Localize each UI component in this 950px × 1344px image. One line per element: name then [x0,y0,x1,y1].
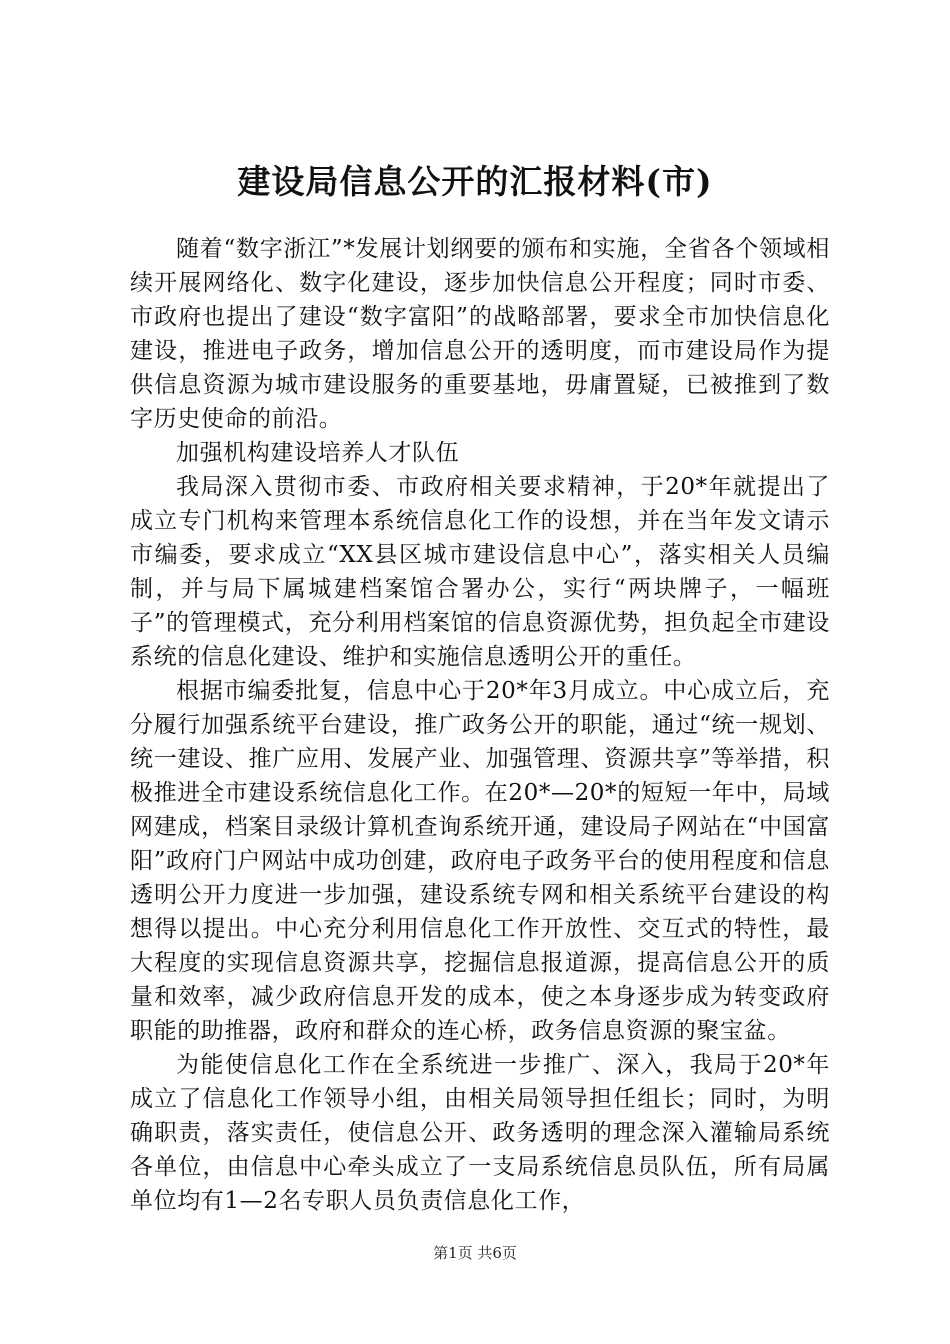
page-footer: 第1页 共6页 [433,1244,517,1262]
paragraph-intro: 随着“数字浙江”*发展计划纲要的颁布和实施，全省各个领域相续开展网络化、数字化建设，逐步加快信息公开程度；同时市委、市政府也提出了建设“数字富阳”的战略部署，要求全市加快信息化建设，推进电子政务，增加信息公开的透明度，而市建设局作为提供信息资源为城市建设服务的重要基地，毋庸置疑，已被推到了数字历史使命的前沿。 [130,236,830,432]
section-heading: 加强机构建设培养人才队伍 [176,440,460,466]
document-body [130,232,830,1218]
paragraph-info-center: 根据市编委批复，信息中心于20*年3月成立。中心成立后，充分履行加强系统平台建设，推广政务公开的职能，通过“统一规划、统一建设、推广应用、发展产业、加强管理、资源共享”等举措，积极推进全市建设系统信息化工作。在20*—20*的短短一年中，局域网建成，档案目录级计算机查询系统开通，建设局子网站在“中国富阳”政府门户网站中成功创建，政府电子政务平台的使用程度和信息透明公开力度进一步加强，建设系统专网和相关系统平台建设的构想得以提出。中心充分利用信息化工作开放性、交互式的特性，最大程度的实现信息资源共享，挖掘信息报道源，提高信息公开的质量和效率，减少政府信息开发的成本，使之本身逐步成为转变政府职能的助推器，政府和群众的连心桥，政务信息资源的聚宝盆。 [130,678,830,1044]
document-title: 建设局信息公开的汇报材料(市) [237,162,713,201]
paragraph-leadership-group: 为能使信息化工作在全系统进一步推广、深入，我局于20*年成立了信息化工作领导小组，由相关局领导担任组长；同时，为明确职责，落实责任，使信息公开、政务透明的理念深入灌输局系统各单位，由信息中心牵头成立了一支局系统信息员队伍，所有局属单位均有1—2名专职人员负责信息化工作， [130,1052,830,1214]
paragraph-institution: 我局深入贯彻市委、市政府相关要求精神，于20*年就提出了成立专门机构来管理本系统信息化工作的设想，并在当年发文请示市编委，要求成立“XX县区城市建设信息中心”，落实相关人员编制，并与局下属城建档案馆合署办公，实行“两块牌子，一幅班子”的管理模式，充分利用档案馆的信息资源优势，担负起全市建设系统的信息化建设、维护和实施信息透明公开的重任。 [130,474,830,670]
